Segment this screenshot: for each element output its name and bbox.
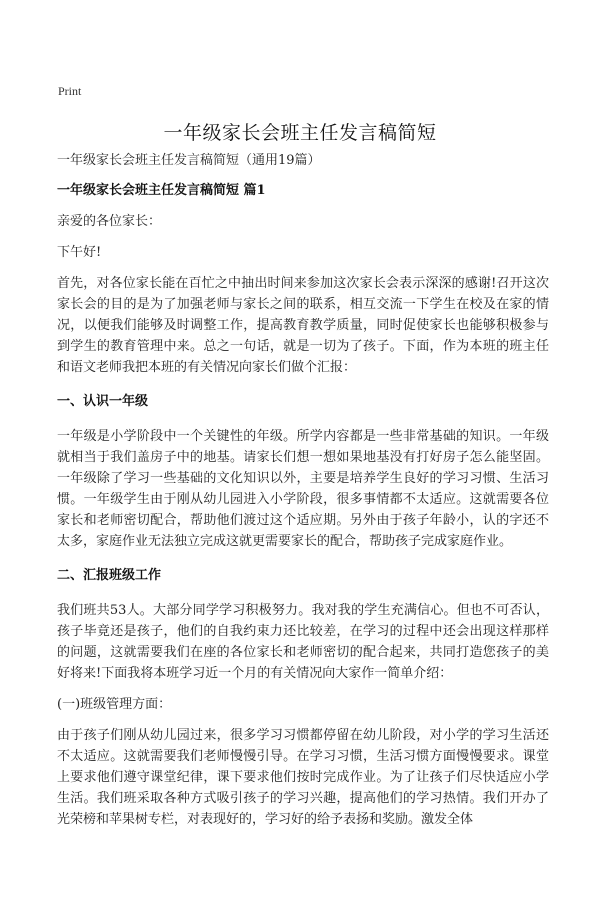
heading-class-report: 二、汇报班级工作 (57, 568, 162, 583)
class-report-paragraph: 我们班共53人。大部分同学学习积极努力。我对我的学生充满信心。但也不可否认，孩子毕竟还是孩子，他们的自我约束力还比较差，在学习的过程中还会出现这样那样的问题，这就需要我们在座的各位家长和老师密切的配合起来，共同打造您孩子的美好将来!下面我将本班学习近一个月的有关情况向大家作一简单介绍： (57, 603, 549, 681)
afternoon-line: 下午好! (57, 245, 102, 260)
section-heading: 一年级家长会班主任发言稿简短 篇1 (57, 183, 266, 198)
document-body (57, 150, 549, 830)
first-grade-paragraph: 一年级是小学阶段中一个关键性的年级。所学内容都是一些非常基础的知识。一年级就相当于我们盖房子中的地基。请家长们想一想如果地基没有打好房子怎么能坚固。一年级除了学习一些基础的文化知识以外，主要是培养学生良好的学习习惯、生活习惯。一年级学生由于刚从幼儿园进入小学阶段，很多事情都不太适应。这就需要各位家长和老师密切配合，帮助他们渡过这个适应期。另外由于孩子年龄小，认的字还不太多，家庭作业无法独立完成这就更需要家长的配合，帮助孩子完成家庭作业。 (57, 429, 549, 549)
class-management-heading: (一)班级管理方面： (57, 697, 172, 712)
greeting-line: 亲爱的各位家长： (57, 214, 162, 229)
intro-paragraph: 首先，对各位家长能在百忙之中抽出时间来参加这次家长会表示深深的感谢!召开这次家长会的目的是为了加强老师与家长之间的联系，相互交流一下学生在校及在家的情况，以便我们能够及时调整工作，提高教育教学质量，同时促使家长也能够积极参与到学生的教育管理中来。总之一句话，就是一切为了孩子。下面，作为本班的班主任和语文老师我把本班的有关情况向家长们做个汇报： (57, 276, 549, 375)
print-link[interactable]: Print (58, 84, 82, 98)
heading-know-first-grade: 一、认识一年级 (57, 394, 149, 409)
document-subtitle: 一年级家长会班主任发言稿简短（通用19篇） (57, 153, 321, 168)
document-title: 一年级家长会班主任发言稿简短 (163, 122, 437, 144)
class-management-paragraph: 由于孩子们刚从幼儿园过来，很多学习习惯都停留在幼儿阶段，对小学的学习生活还不太适应。这就需要我们老师慢慢引导。在学习习惯，生活习惯方面慢慢要求。课堂上要求他们遵守课堂纪律，课下要求他们按时完成作业。为了让孩子们尽快适应小学生活。我们班采取各种方式吸引孩子的学习兴趣，提高他们的学习热情。我们开办了光荣榜和苹果树专栏，对表现好的，学习好的给予表扬和奖励。激发全体 (57, 728, 549, 827)
